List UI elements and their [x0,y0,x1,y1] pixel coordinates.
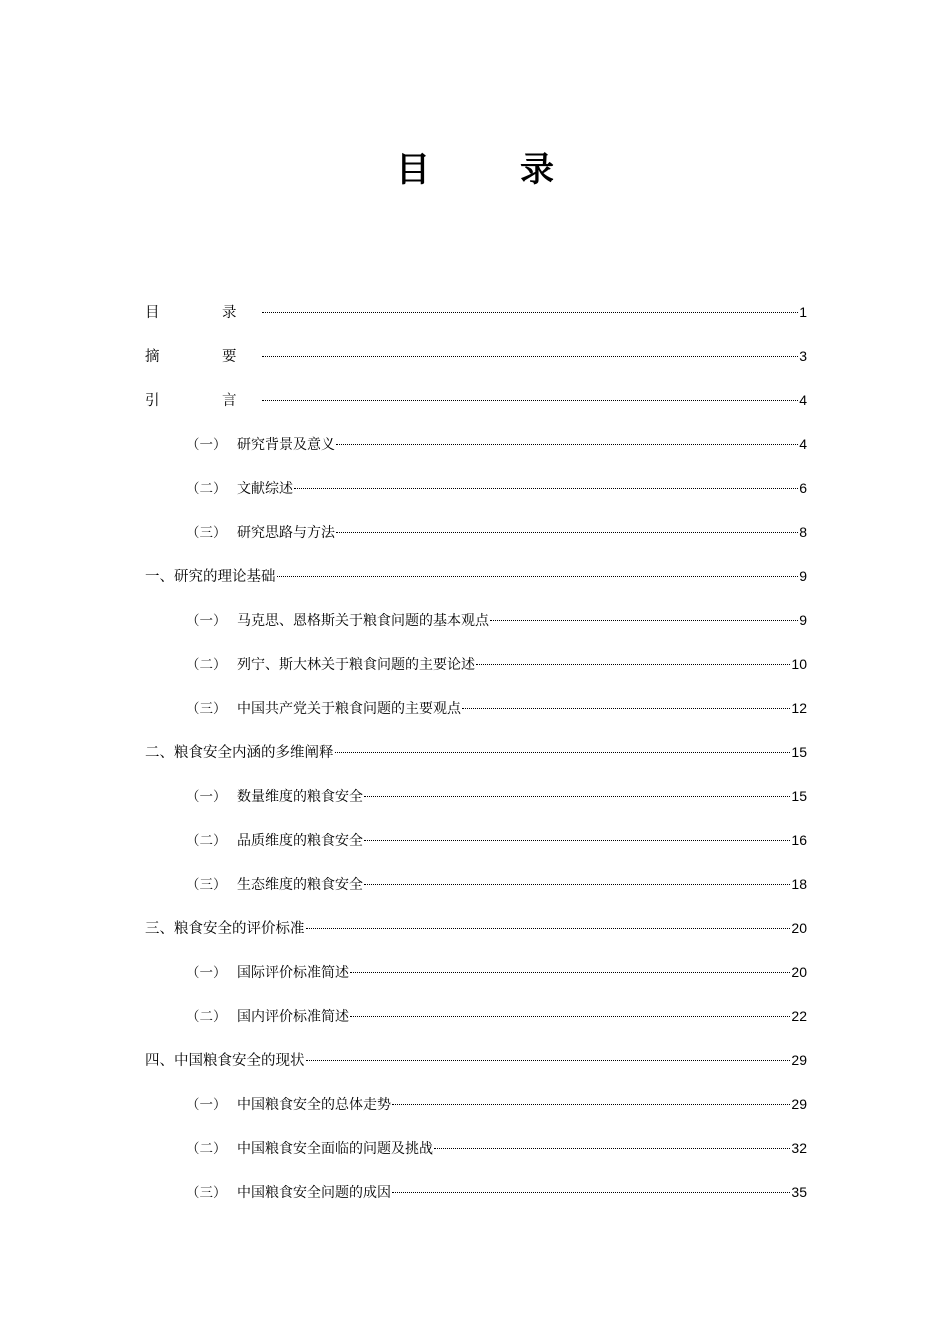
toc-entry[interactable] [145,342,807,386]
toc-entry-number: （二） [186,833,227,849]
table-of-contents [145,298,807,1222]
toc-entry[interactable] [145,1134,807,1178]
toc-entry[interactable] [145,1178,807,1222]
toc-entry-number: （三） [186,1185,227,1201]
toc-page-number: 16 [791,832,807,848]
toc-entry-title: 四、中国粮食安全的现状 [145,1053,305,1069]
toc-entry-title: 中国粮食安全问题的成因 [237,1185,391,1201]
toc-entry-title: 中国粮食安全的总体走势 [237,1097,391,1113]
toc-page-number: 20 [791,920,807,936]
dot-leader [392,1104,790,1105]
toc-page-number: 15 [791,788,807,804]
toc-entry-number: （三） [186,701,227,717]
toc-entry-title: 马克思、恩格斯关于粮食问题的基本观点 [237,613,489,629]
toc-entry[interactable] [145,1090,807,1134]
toc-entry-title: 国内评价标准简述 [237,1009,349,1025]
toc-entry-title: 数量维度的粮食安全 [237,789,363,805]
toc-page-number: 12 [791,700,807,716]
toc-entry-number: （一） [186,437,227,453]
toc-page-number: 35 [791,1184,807,1200]
toc-entry[interactable] [145,518,807,562]
dot-leader [262,400,799,401]
dot-leader [392,1192,790,1193]
dot-leader [335,752,791,753]
toc-page-number: 20 [791,964,807,980]
toc-page-number: 29 [791,1096,807,1112]
page-title: 目 录 [396,150,582,190]
dot-leader [262,312,799,313]
toc-page-number: 4 [799,392,807,408]
dot-leader [262,356,799,357]
toc-entry[interactable] [145,914,807,958]
dot-leader [434,1148,790,1149]
toc-entry-title: 品质维度的粮食安全 [237,833,363,849]
toc-page-number: 9 [799,612,807,628]
dot-leader [364,884,790,885]
dot-leader [336,444,798,445]
dot-leader [476,664,790,665]
toc-page-number: 29 [791,1052,807,1068]
toc-page-number: 22 [791,1008,807,1024]
dot-leader [306,928,791,929]
toc-entry-title: 摘 要 [145,349,261,365]
toc-entry[interactable] [145,826,807,870]
toc-entry-title: 引 言 [145,393,261,409]
toc-page-number: 9 [799,568,807,584]
toc-page-number: 18 [791,876,807,892]
toc-entry-number: （二） [186,481,227,497]
toc-entry-title: 一、研究的理论基础 [145,569,276,585]
dot-leader [350,972,790,973]
toc-entry-number: （一） [186,613,227,629]
toc-page-number: 8 [799,524,807,540]
dot-leader [306,1060,791,1061]
toc-entry-title: 生态维度的粮食安全 [237,877,363,893]
toc-page-number: 4 [799,436,807,452]
toc-entry[interactable] [145,738,807,782]
toc-page-number: 6 [799,480,807,496]
toc-entry-number: （二） [186,1009,227,1025]
toc-entry[interactable] [145,474,807,518]
toc-entry-number: （一） [186,789,227,805]
toc-entry[interactable] [145,650,807,694]
toc-page-number: 1 [799,304,807,320]
toc-entry-number: （一） [186,965,227,981]
toc-entry-title: 三、粮食安全的评价标准 [145,921,305,937]
toc-page-number: 15 [791,744,807,760]
toc-entry[interactable] [145,386,807,430]
dot-leader [462,708,790,709]
toc-entry-title: 中国粮食安全面临的问题及挑战 [237,1141,433,1157]
toc-entry-number: （三） [186,877,227,893]
toc-entry[interactable] [145,1002,807,1046]
toc-page-number: 3 [799,348,807,364]
dot-leader [364,840,790,841]
toc-entry-title: 文献综述 [237,481,293,497]
toc-entry-title: 研究思路与方法 [237,525,335,541]
dot-leader [364,796,790,797]
toc-entry[interactable] [145,694,807,738]
toc-entry-title: 列宁、斯大林关于粮食问题的主要论述 [237,657,475,673]
toc-entry[interactable] [145,562,807,606]
dot-leader [350,1016,790,1017]
toc-entry[interactable] [145,430,807,474]
toc-page-number: 10 [791,656,807,672]
toc-entry[interactable] [145,870,807,914]
toc-entry-number: （三） [186,525,227,541]
toc-entry-title: 中国共产党关于粮食问题的主要观点 [237,701,461,717]
toc-entry[interactable] [145,958,807,1002]
toc-entry[interactable] [145,782,807,826]
toc-entry-title: 二、粮食安全内涵的多维阐释 [145,745,334,761]
dot-leader [294,488,798,489]
toc-entry[interactable] [145,606,807,650]
toc-entry-number: （一） [186,1097,227,1113]
toc-entry-title: 国际评价标准简述 [237,965,349,981]
toc-entry-title: 目 录 [145,305,261,321]
dot-leader [490,620,798,621]
toc-entry-number: （二） [186,657,227,673]
toc-entry-number: （二） [186,1141,227,1157]
dot-leader [277,576,799,577]
toc-entry-title: 研究背景及意义 [237,437,335,453]
toc-entry[interactable] [145,1046,807,1090]
toc-entry[interactable] [145,298,807,342]
dot-leader [336,532,798,533]
toc-page-number: 32 [791,1140,807,1156]
